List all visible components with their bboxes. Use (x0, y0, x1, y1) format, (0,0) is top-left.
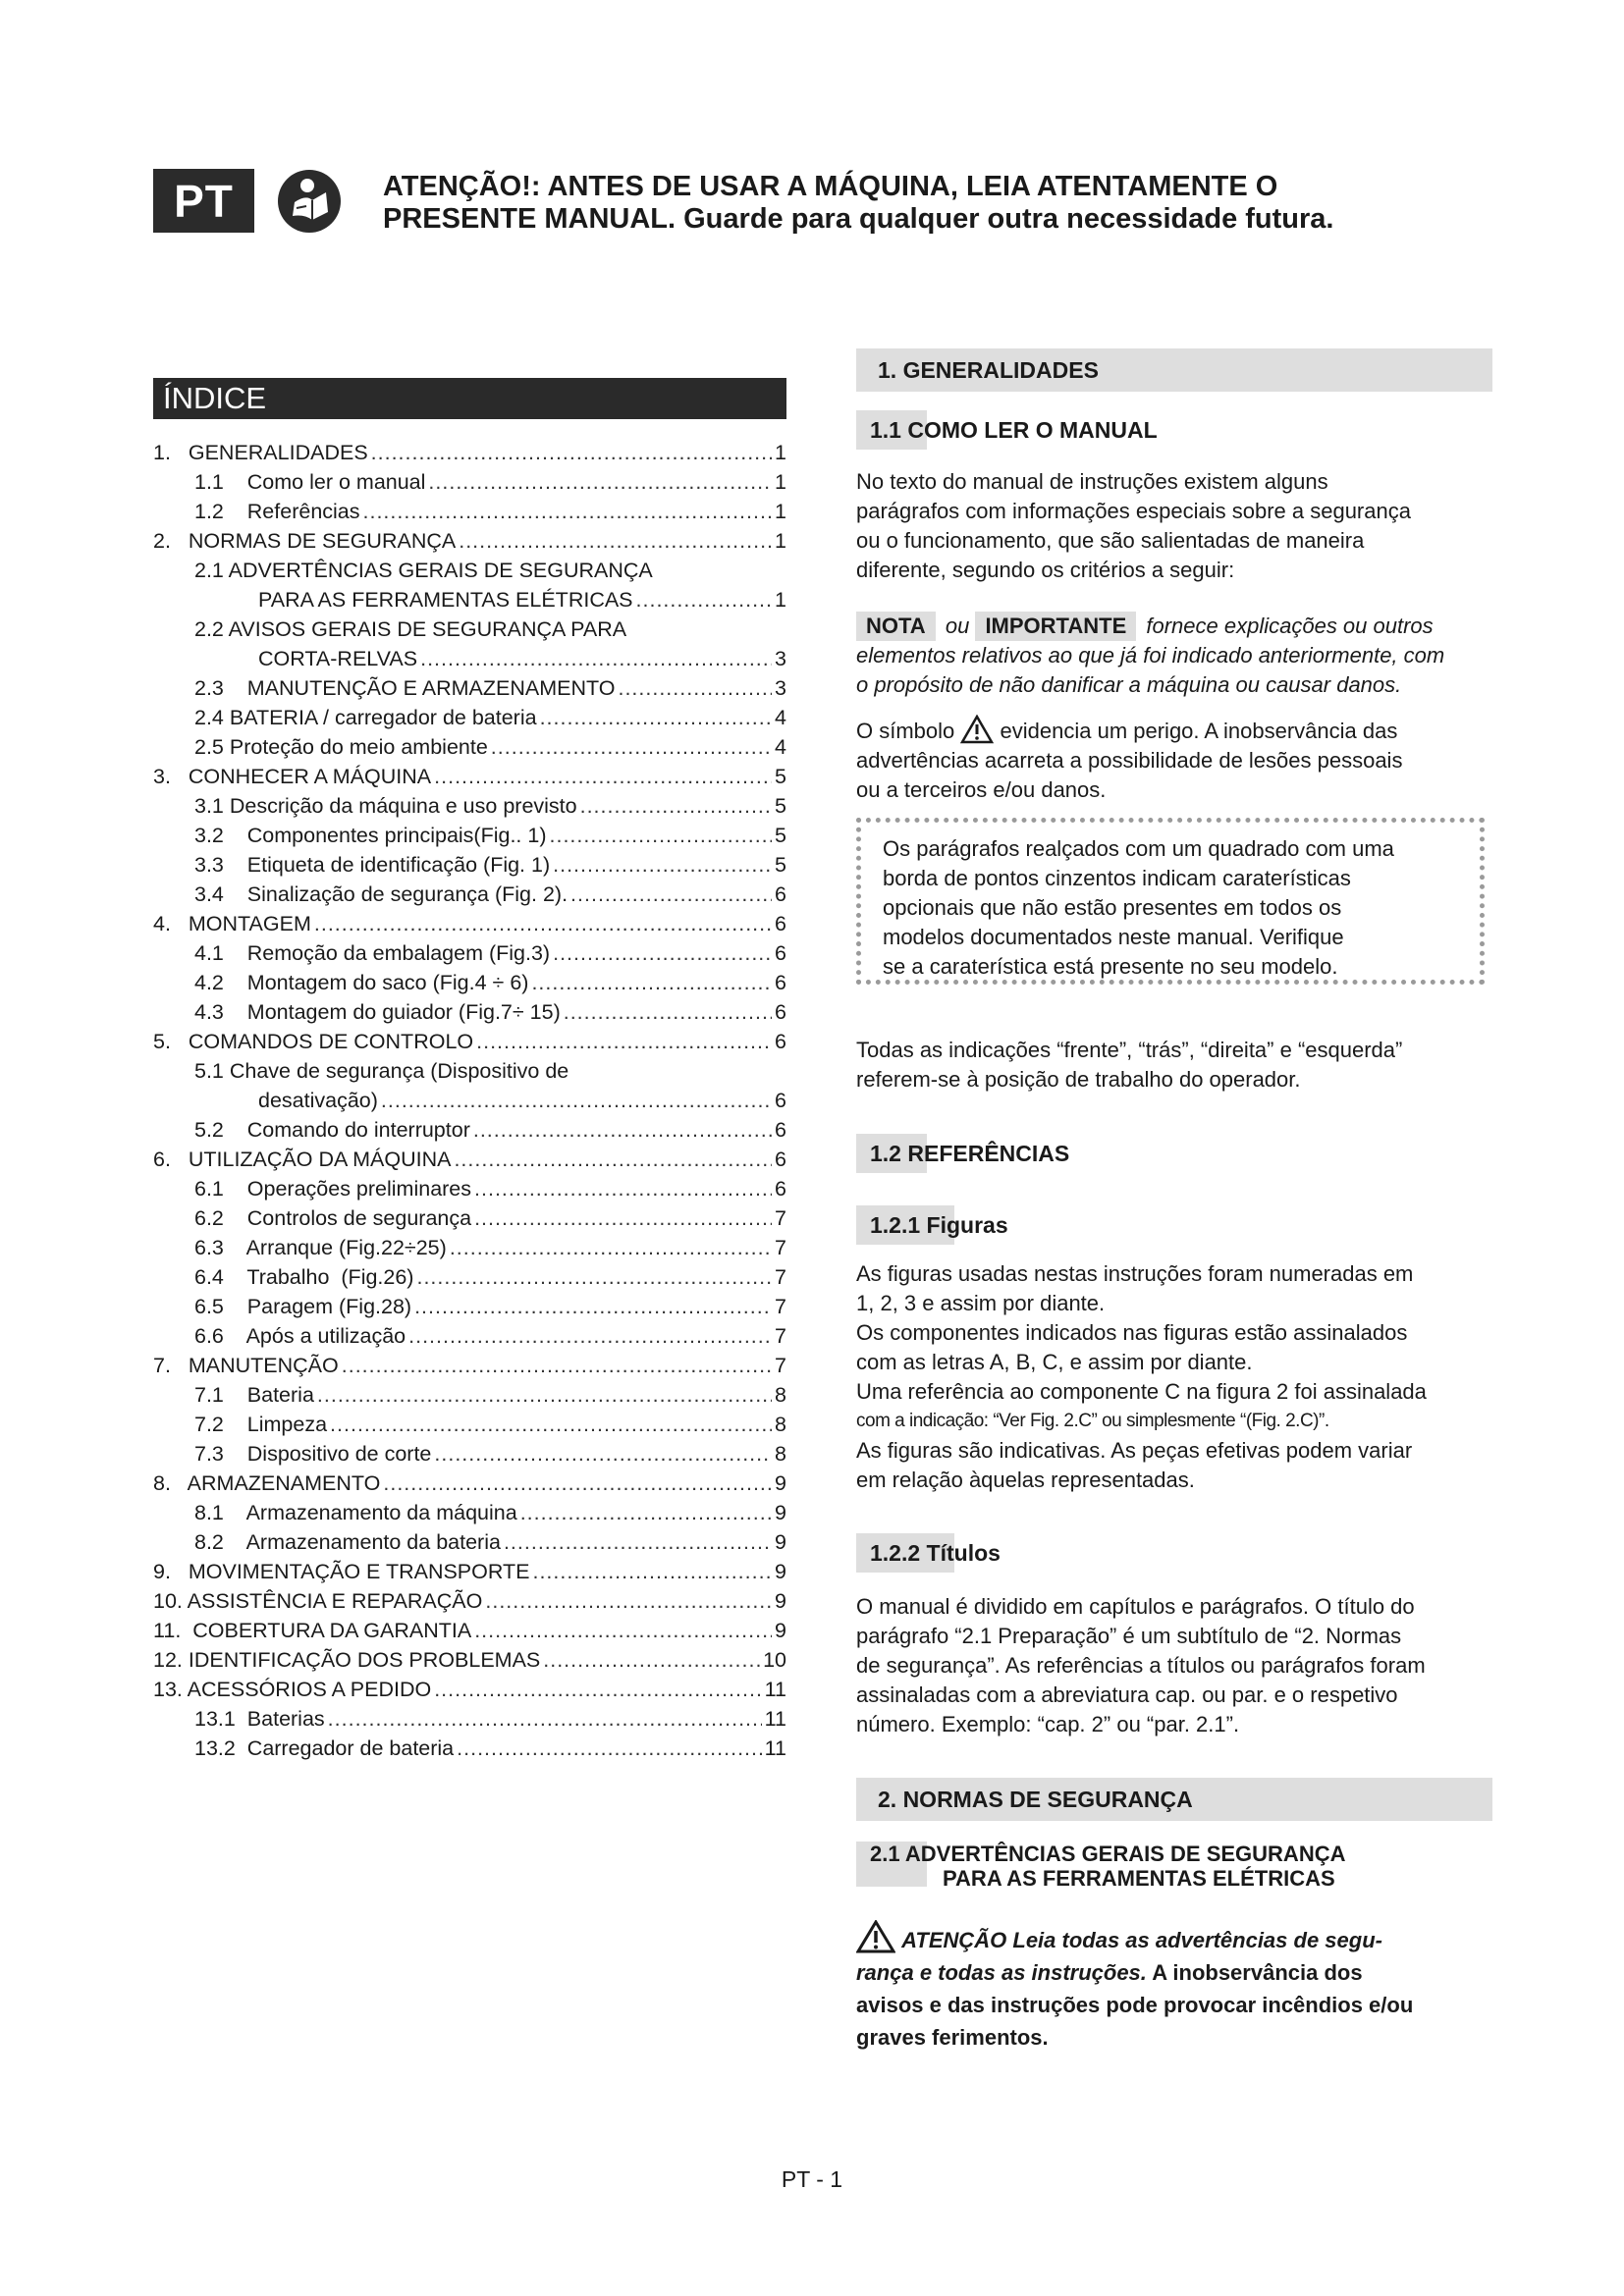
toc-entry-page: 11 (764, 1707, 786, 1731)
toc-leader-dots (434, 1439, 772, 1468)
note-tag: NOTA (856, 612, 936, 641)
toc-entry (153, 644, 786, 673)
optional-features-box: Os parágrafos realçados com um quadrado com uma borda de pontos cinzentos indicam caraterísticas opcionais que não estão presentes em todos os modelos documentados neste manual. Verifique se a caraterística está presente no seu modelo. (856, 818, 1485, 985)
toc-entry-title: 4.1 Remoção da embalagem (Fig.3) (194, 941, 551, 965)
section-1-heading: 1. GENERALIDADES (856, 348, 1492, 392)
toc-leader-dots (434, 762, 772, 791)
toc-entry (153, 938, 786, 968)
danger-symbol-paragraph: O símbolo evidencia um perigo. A inobservância das advertências acarreta a possibilidade de lesões pessoais ou a terceiros e/ou danos. (856, 715, 1502, 805)
toc-entry (153, 791, 786, 821)
toc-entry-page: 11 (764, 1678, 786, 1701)
toc-entry-page: 6 (775, 971, 786, 994)
language-badge: PT (153, 169, 254, 233)
toc-entry-page: 9 (775, 1560, 786, 1583)
toc-entry-page: 9 (775, 1589, 786, 1613)
warning-triangle-icon (856, 1920, 895, 1953)
toc-entry (153, 703, 786, 732)
section-1-2-2-heading: 1.2.2 Títulos (856, 1533, 1001, 1573)
toc-entry-title: 1.1 Como ler o manual (194, 470, 426, 494)
toc-entry (153, 850, 786, 880)
toc-leader-dots (564, 997, 772, 1027)
toc-entry-page: 1 (775, 529, 786, 553)
section-1-2-1-heading: 1.2.1 Figuras (856, 1205, 1008, 1245)
toc-entry-title: 5.1 Chave de segurança (Dispositivo de (194, 1059, 569, 1083)
toc-entry-title: 9. MOVIMENTAÇÃO E TRANSPORTE (153, 1560, 530, 1583)
toc-entry-title: CORTA-RELVAS (258, 647, 418, 670)
toc-entry (153, 762, 786, 791)
toc-entry (153, 497, 786, 526)
toc-entry-title: 8. ARMAZENAMENTO (153, 1471, 381, 1495)
toc-entry (153, 1734, 786, 1763)
toc-entry-title: 2.5 Proteção do meio ambiente (194, 735, 488, 759)
note-paragraph: NOTA ou IMPORTANTE fornece explicações ou outros elementos relativos ao que já foi indicado anteriormente, com o propósito de não danificar a máquina ou causar danos. (856, 614, 1445, 697)
toc-entry-page: 7 (775, 1265, 786, 1289)
toc-entry (153, 880, 786, 909)
toc-leader-dots (474, 1616, 772, 1645)
toc-entry-title: 13.2 Carregador de bateria (194, 1736, 455, 1760)
toc-entry-page: 1 (775, 588, 786, 612)
toc-entry-page: 5 (775, 765, 786, 788)
toc-leader-dots (428, 467, 772, 497)
toc-entry-page: 7 (775, 1236, 786, 1259)
toc-entry-title: 8.1 Armazenamento da máquina (194, 1501, 517, 1524)
toc-entry-title: 6.2 Controlos de segurança (194, 1206, 472, 1230)
toc-entry (153, 1586, 786, 1616)
toc-leader-dots (531, 968, 772, 997)
toc-leader-dots (618, 673, 772, 703)
toc-leader-dots (580, 791, 772, 821)
toc-entry (153, 997, 786, 1027)
toc-entry-page: 1 (775, 441, 786, 464)
toc-entry-page: 9 (775, 1501, 786, 1524)
toc-leader-dots (553, 938, 772, 968)
table-of-contents (153, 438, 791, 1763)
toc-entry-page: 6 (775, 1177, 786, 1201)
toc-entry (153, 1145, 786, 1174)
titles-paragraph: O manual é dividido em capítulos e parágrafos. O título do parágrafo “2.1 Preparação” é um subtítulo de “2. Normas de segurança”. As referências a títulos ou parágrafos foram assinaladas com a abreviatura cap. ou par. e o respetivo número. Exemplo: “cap. 2” ou “par. 2.1”. (856, 1594, 1426, 1736)
toc-leader-dots (450, 1233, 772, 1262)
toc-entry (153, 467, 786, 497)
toc-entry-title: 2.1 ADVERTÊNCIAS GERAIS DE SEGURANÇA (194, 559, 653, 582)
toc-entry-title: 3.4 Sinalização de segurança (Fig. 2). (194, 882, 568, 906)
toc-leader-dots (328, 1704, 762, 1734)
toc-entry-title: 2. NORMAS DE SEGURANÇA (153, 529, 457, 553)
toc-entry-title: 5. COMANDOS DE CONTROLO (153, 1030, 474, 1053)
toc-entry-page: 6 (775, 1148, 786, 1171)
toc-entry (153, 1645, 786, 1675)
toc-entry (153, 614, 786, 644)
toc-entry (153, 1410, 786, 1439)
toc-entry-page: 8 (775, 1383, 786, 1407)
toc-leader-dots (363, 497, 772, 526)
toc-entry-page: 6 (775, 941, 786, 965)
toc-entry-page: 6 (775, 1000, 786, 1024)
toc-leader-dots (342, 1351, 772, 1380)
toc-entry-page: 7 (775, 1324, 786, 1348)
toc-entry-title: 2.3 MANUTENÇÃO E ARMAZENAMENTO (194, 676, 616, 700)
toc-entry (153, 1233, 786, 1262)
toc-leader-dots (457, 1734, 762, 1763)
toc-leader-dots (317, 1380, 772, 1410)
toc-leader-dots (383, 1468, 772, 1498)
toc-entry-title: 2.2 AVISOS GERAIS DE SEGURANÇA PARA (194, 617, 627, 641)
toc-leader-dots (416, 1262, 772, 1292)
toc-entry (153, 1704, 786, 1734)
toc-leader-dots (474, 1174, 772, 1203)
toc-entry (153, 1115, 786, 1145)
toc-leader-dots (371, 438, 772, 467)
section-1-1-heading: 1.1 COMO LER O MANUAL (856, 410, 1158, 450)
toc-leader-dots (550, 821, 773, 850)
toc-entry (153, 1675, 786, 1704)
toc-leader-dots (408, 1321, 772, 1351)
toc-leader-dots (491, 732, 772, 762)
toc-entry-title: 2.4 BATERIA / carregador de bateria (194, 706, 537, 729)
how-to-read-paragraph: No texto do manual de instruções existem alguns parágrafos com informações especiais sobre a segurança ou o funcionamento, que são salientadas de maneira diferente, segundo os critérios a seguir: (856, 469, 1411, 582)
toc-entry-title: 13. ACESSÓRIOS A PEDIDO (153, 1678, 432, 1701)
toc-entry-title: 7.2 Limpeza (194, 1413, 328, 1436)
toc-entry-title: 6. UTILIZAÇÃO DA MÁQUINA (153, 1148, 452, 1171)
toc-leader-dots (414, 1292, 772, 1321)
toc-entry (153, 1616, 786, 1645)
toc-entry (153, 909, 786, 938)
important-tag: IMPORTANTE (975, 612, 1136, 641)
toc-entry (153, 821, 786, 850)
toc-leader-dots (459, 526, 772, 556)
section-2-1-heading: 2.1 ADVERTÊNCIAS GERAIS DE SEGURANÇA PARA AS FERRAMENTAS ELÉTRICAS (856, 1842, 1494, 1891)
toc-entry (153, 1321, 786, 1351)
toc-leader-dots (543, 1645, 760, 1675)
toc-entry (153, 673, 786, 703)
toc-entry (153, 526, 786, 556)
page-number: PT - 1 (781, 2166, 843, 2192)
toc-entry-page: 8 (775, 1413, 786, 1436)
toc-leader-dots (532, 1557, 772, 1586)
attention-paragraph: ATENÇÃO Leia todas as advertências de segu- rança e todas as instruções. A inobservância dos avisos e das instruções pode provocar incêndios e/ou graves ferimentos. (856, 1920, 1502, 2054)
toc-entry (153, 1468, 786, 1498)
toc-leader-dots (570, 880, 772, 909)
toc-entry-title: 10. ASSISTÊNCIA E REPARAÇÃO (153, 1589, 483, 1613)
toc-entry-title: 4.3 Montagem do guiador (Fig.7÷ 15) (194, 1000, 561, 1024)
toc-entry (153, 585, 786, 614)
toc-entry-title: 6.3 Arranque (Fig.22÷25) (194, 1236, 447, 1259)
toc-entry-title: 1.2 Referências (194, 500, 360, 523)
section-2-heading: 2. NORMAS DE SEGURANÇA (856, 1778, 1492, 1821)
toc-entry-title: 6.6 Após a utilização (194, 1324, 406, 1348)
toc-entry-title: 13.1 Baterias (194, 1707, 325, 1731)
toc-entry-page: 5 (775, 794, 786, 818)
toc-entry-page: 1 (775, 500, 786, 523)
figures-paragraph: As figuras usadas nestas instruções foram numeradas em 1, 2, 3 e assim por diante. Os componentes indicados nas figuras estão assinalados com as letras A, B, C, e assim por diante. Uma referência ao componente C na figura 2 foi assinalada com a indicação: “Ver Fig. 2.C” ou simplesmente “(Fig. 2.C)”. As figuras são indicativas. As peças efetivas podem variar em relação àquelas representadas. (856, 1261, 1427, 1492)
toc-entry (153, 732, 786, 762)
toc-entry-page: 5 (775, 824, 786, 847)
warning-line-1: ATENÇÃO!: ANTES DE USAR A MÁQUINA, LEIA ATENTAMENTE O (383, 171, 1278, 202)
toc-leader-dots (381, 1086, 772, 1115)
toc-leader-dots (474, 1203, 772, 1233)
toc-entry-page: 5 (775, 853, 786, 877)
toc-entry-page: 3 (775, 676, 786, 700)
toc-entry-title: desativação) (258, 1089, 378, 1112)
read-manual-icon (277, 169, 342, 234)
toc-entry (153, 1439, 786, 1468)
toc-entry-page: 11 (764, 1736, 786, 1760)
warning-triangle-icon (960, 715, 994, 744)
toc-entry (153, 1262, 786, 1292)
toc-leader-dots (330, 1410, 772, 1439)
toc-entry-title: 8.2 Armazenamento da bateria (194, 1530, 501, 1554)
toc-entry (153, 1086, 786, 1115)
toc-entry-title: 7.3 Dispositivo de corte (194, 1442, 432, 1466)
toc-entry (153, 1351, 786, 1380)
toc-leader-dots (420, 644, 772, 673)
toc-entry-title: 12. IDENTIFICAÇÃO DOS PROBLEMAS (153, 1648, 541, 1672)
toc-entry-page: 3 (775, 647, 786, 670)
toc-entry-title: 3.2 Componentes principais(Fig.. 1) (194, 824, 547, 847)
toc-entry (153, 1292, 786, 1321)
toc-leader-dots (314, 909, 772, 938)
toc-entry-title: 7. MANUTENÇÃO (153, 1354, 339, 1377)
toc-leader-dots (434, 1675, 761, 1704)
toc-entry-page: 7 (775, 1206, 786, 1230)
warning-header (383, 171, 1463, 236)
toc-entry-title: 6.5 Paragem (Fig.28) (194, 1295, 412, 1318)
toc-entry-title: 1. GENERALIDADES (153, 441, 368, 464)
section-1-2-heading: 1.2 REFERÊNCIAS (856, 1134, 1069, 1173)
toc-entry-page: 6 (775, 1118, 786, 1142)
toc-entry-title: 3.1 Descrição da máquina e uso previsto (194, 794, 577, 818)
toc-entry-page: 6 (775, 1089, 786, 1112)
toc-entry (153, 1380, 786, 1410)
toc-entry-title: PARA AS FERRAMENTAS ELÉTRICAS (258, 588, 633, 612)
toc-entry-page: 4 (775, 735, 786, 759)
toc-entry-page: 9 (775, 1471, 786, 1495)
toc-entry (153, 1056, 786, 1086)
toc-entry-page: 7 (775, 1354, 786, 1377)
toc-entry (153, 438, 786, 467)
directions-paragraph: Todas as indicações “frente”, “trás”, “direita” e “esquerda” referem-se à posição de trabalho do operador. (856, 1038, 1403, 1092)
toc-leader-dots (553, 850, 772, 880)
toc-entry-title: 6.4 Trabalho (Fig.26) (194, 1265, 414, 1289)
toc-entry-page: 1 (775, 470, 786, 494)
toc-leader-dots (473, 1115, 772, 1145)
toc-entry-page: 6 (775, 912, 786, 935)
toc-entry-page: 7 (775, 1295, 786, 1318)
toc-leader-dots (454, 1145, 772, 1174)
toc-entry-page: 9 (775, 1619, 786, 1642)
toc-entry-title: 6.1 Operações preliminares (194, 1177, 472, 1201)
toc-entry-title: 7.1 Bateria (194, 1383, 314, 1407)
toc-entry (153, 968, 786, 997)
toc-entry-page: 6 (775, 1030, 786, 1053)
toc-leader-dots (485, 1586, 772, 1616)
toc-entry-page: 4 (775, 706, 786, 729)
toc-entry-title: 5.2 Comando do interruptor (194, 1118, 470, 1142)
toc-entry-title: 3. CONHECER A MÁQUINA (153, 765, 432, 788)
toc-entry (153, 556, 786, 585)
toc-entry (153, 1174, 786, 1203)
index-title: ÍNDICE (153, 378, 786, 419)
toc-entry-title: 4. MONTAGEM (153, 912, 311, 935)
toc-entry (153, 1498, 786, 1527)
toc-entry-title: 3.3 Etiqueta de identificação (Fig. 1) (194, 853, 551, 877)
toc-entry (153, 1527, 786, 1557)
toc-entry-page: 10 (763, 1648, 786, 1672)
toc-leader-dots (636, 585, 772, 614)
toc-leader-dots (540, 703, 772, 732)
toc-entry-page: 8 (775, 1442, 786, 1466)
toc-leader-dots (520, 1498, 772, 1527)
toc-leader-dots (476, 1027, 772, 1056)
toc-leader-dots (504, 1527, 772, 1557)
toc-entry-page: 6 (775, 882, 786, 906)
toc-entry-title: 4.2 Montagem do saco (Fig.4 ÷ 6) (194, 971, 529, 994)
toc-entry-page: 9 (775, 1530, 786, 1554)
toc-entry (153, 1557, 786, 1586)
toc-entry-title: 11. COBERTURA DA GARANTIA (153, 1619, 472, 1642)
toc-entry (153, 1027, 786, 1056)
toc-entry (153, 1203, 786, 1233)
warning-line-2: PRESENTE MANUAL. Guarde para qualquer outra necessidade futura. (383, 203, 1334, 235)
